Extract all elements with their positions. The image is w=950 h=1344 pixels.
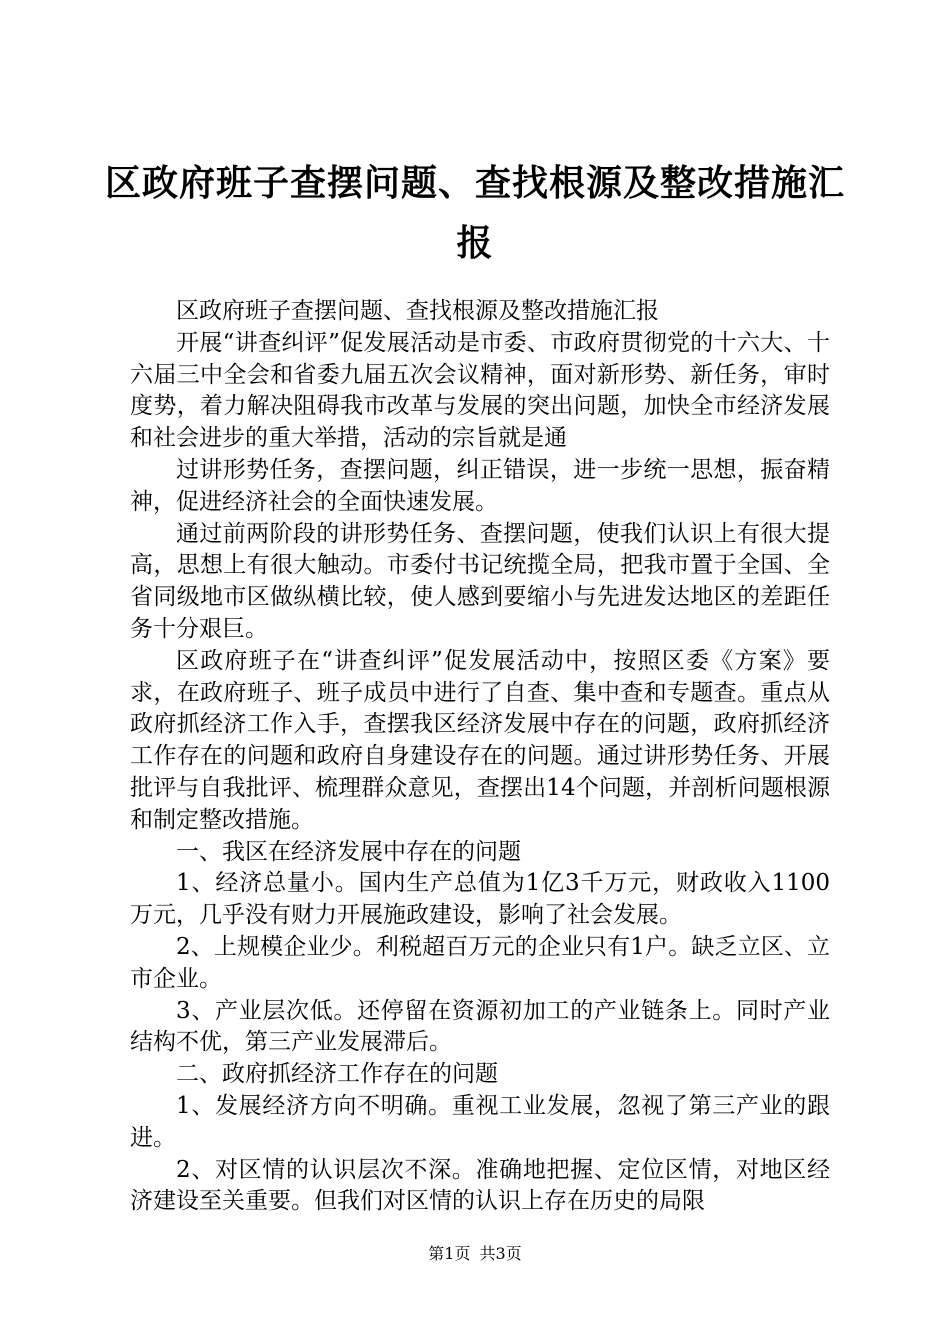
document-title-line-1: 区政府班子查摆问题、查找根源及整改措施汇 [104,162,845,204]
paragraph: 3、产业层次低。还停留在资源初加工的产业链条上。同时产业结构不优，第三产业发展滞后。 [130,997,830,1056]
paragraph: 1、发展经济方向不明确。重视工业发展，忽视了第三产业的跟进。 [130,1092,830,1151]
page-number: 第1页 [428,1244,471,1263]
section-heading: 二、政府抓经济工作存在的问题 [176,1061,498,1088]
page-total: 共3页 [479,1244,522,1263]
paragraph: 2、上规模企业少。利税超百万元的企业只有1户。缺乏立区、立市企业。 [130,933,830,992]
paragraph: 开展“讲查纠评”促发展活动是市委、市政府贯彻党的十六大、十六届三中全会和省委九届五次会议精神，面对新形势、新任务，审时度势，着力解决阻碍我市改革与发展的突出问题，加快全市经济发展和社会进步的重大举措，活动的宗旨就是通 [130,329,830,452]
paragraph: 通过前两阶段的讲形势任务、查摆问题，使我们认识上有很大提高，思想上有很大触动。市委付书记统揽全局，把我市置于全国、全省同级地市区做纵横比较，使人感到要缩小与先进发达地区的差距任务十分艰巨。 [130,520,830,642]
paragraph: 区政府班子查摆问题、查找根源及整改措施汇报 [176,298,659,324]
paragraph: 区政府班子在“讲查纠评”促发展活动中，按照区委《方案》要求，在政府班子、班子成员中进行了自查、集中查和专题查。重点从政府抓经济工作入手，查摆我区经济发展中存在的问题，政府抓经济工作存在的问题和政府自身建设存在的问题。通过讲形势任务、开展批评与自我批评、梳理群众意见，查摆出14个问题，并剖析问题根源和制定整改措施。 [130,647,830,833]
section-heading: 一、我区在经济发展中存在的问题 [176,838,521,865]
document-body [130,296,830,1218]
paragraph: 过讲形势任务，查摆问题，纠正错误，进一步统一思想，振奋精神，促进经济社会的全面快速发展。 [130,456,830,515]
paragraph: 1、经济总量小。国内生产总值为1亿3千万元，财政收入1100万元，几乎没有财力开展施政建设，影响了社会发展。 [130,870,830,929]
paragraph: 2、对区情的认识层次不深。准确地把握、定位区情，对地区经济建设至关重要。但我们对区情的认识上存在历史的局限 [130,1156,830,1215]
document-title-line-2: 报 [456,222,494,264]
page-footer [0,1244,950,1264]
